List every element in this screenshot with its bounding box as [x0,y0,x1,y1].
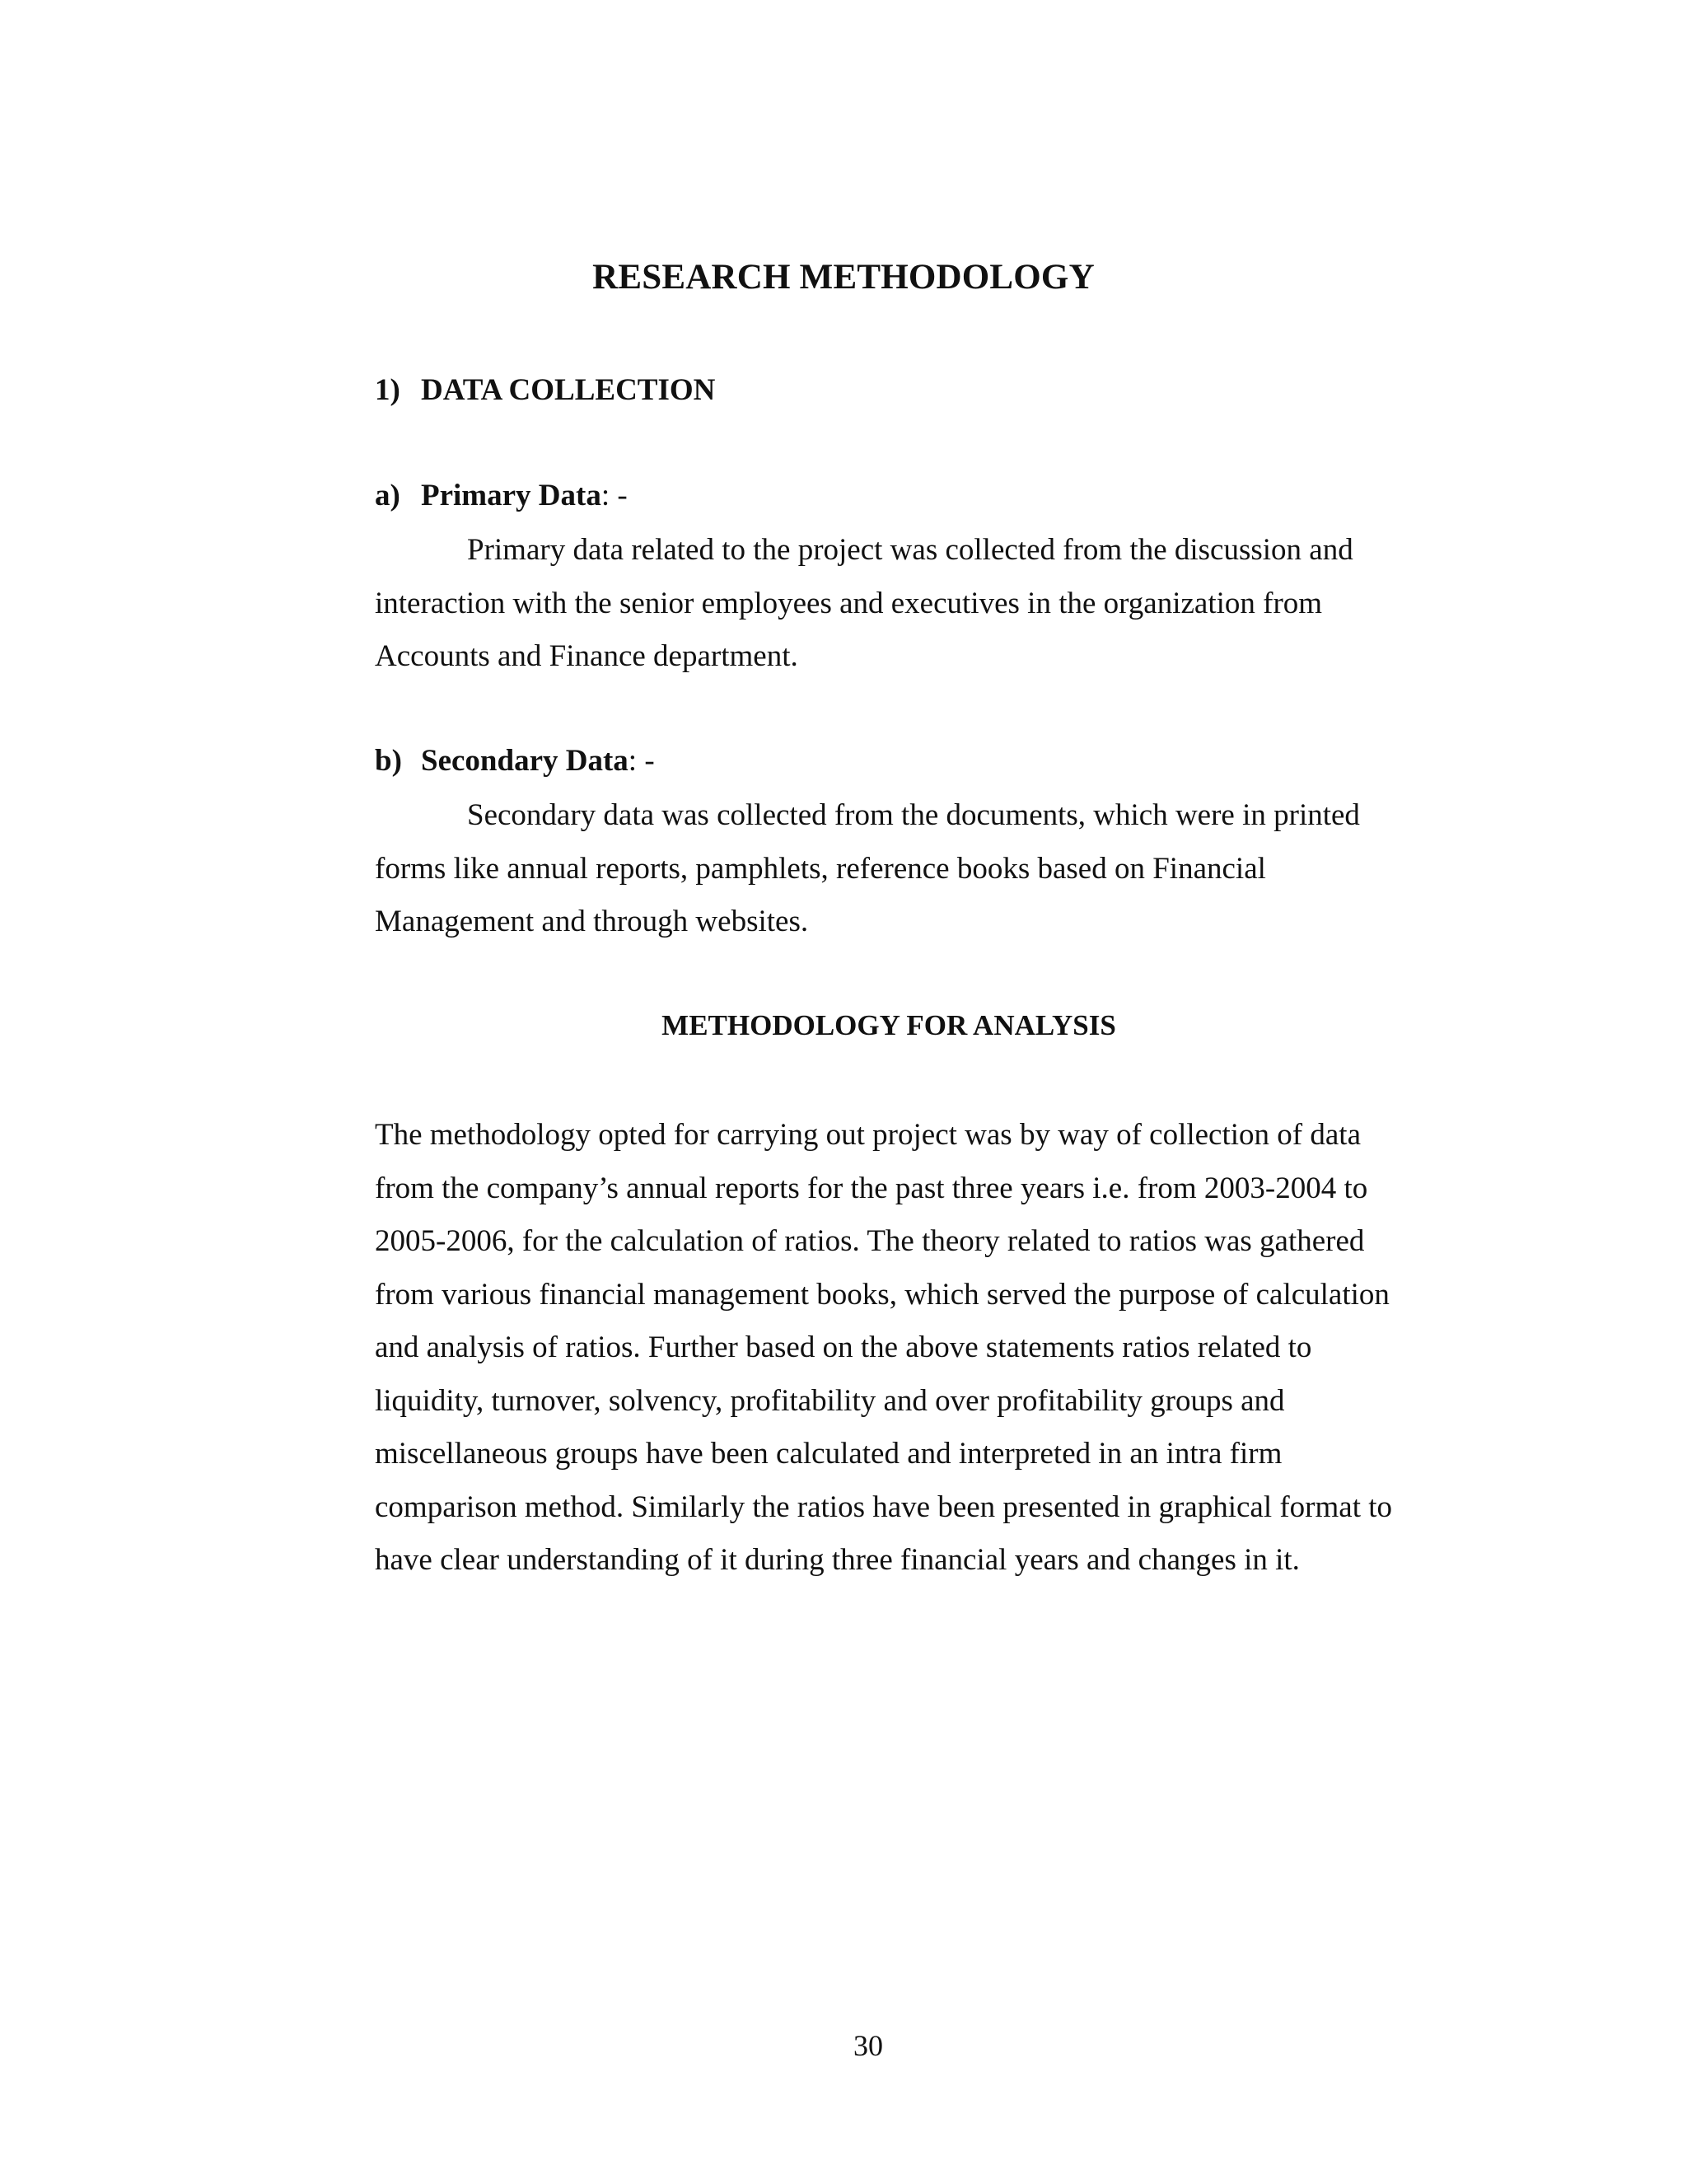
analysis-heading: METHODOLOGY FOR ANALYSIS [661,1009,1116,1041]
section-heading-text: DATA COLLECTION [421,373,716,407]
analysis-paragraph [375,1109,1413,1588]
paragraph-line: from various financial management books, which served the purpose of calculation [375,1277,1390,1312]
subheading-name: Primary Data [421,479,601,512]
paragraph-line: Primary data related to the project was collected from the discussion and [467,533,1353,567]
paragraph-line: and analysis of ratios. Further based on the above statements ratios related to [375,1331,1312,1364]
section-heading-data-collection [375,372,715,408]
paragraph-line: have clear understanding of it during three financial years and changes in it. [375,1543,1300,1577]
page-title: RESEARCH METHODOLOGY [592,258,1095,297]
paragraph-line: miscellaneous groups have been calculated and interpreted in an intra firm [375,1437,1283,1471]
secondary-data-paragraph [375,789,1413,949]
paragraph-line: Secondary data was collected from the documents, which were in printed [467,798,1360,832]
paragraph-line: Accounts and Finance department. [375,639,798,673]
paragraph-line: The methodology opted for carrying out project was by way of collection of data [375,1118,1361,1152]
subheading-suffix: : - [600,479,628,512]
paragraph-line: 2005-2006, for the calculation of ratios. The theory related to ratios was gathered [375,1224,1365,1258]
section-number: 1) [375,373,400,407]
subheading-letter: b) [375,744,402,778]
paragraph-line: Management and through websites. [375,905,809,938]
subheading-suffix: : - [628,744,655,778]
subheading-secondary-data [375,743,655,779]
paragraph-line: liquidity, turnover, solvency, profitability and over profitability groups and [375,1383,1285,1418]
subheading-letter: a) [375,479,400,512]
paragraph-line: comparison method. Similarly the ratios have been presented in graphical format to [375,1490,1393,1524]
paragraph-line: forms like annual reports, pamphlets, reference books based on Financial [375,851,1266,886]
page-number: 30 [853,2029,883,2062]
paragraph-line: from the company’s annual reports for the past three years i.e. from 2003-2004 to [375,1171,1368,1205]
subheading-primary-data [375,478,628,513]
subheading-name: Secondary Data [421,744,629,778]
paragraph-line: interaction with the senior employees and executives in the organization from [375,586,1323,620]
primary-data-paragraph [375,524,1413,684]
